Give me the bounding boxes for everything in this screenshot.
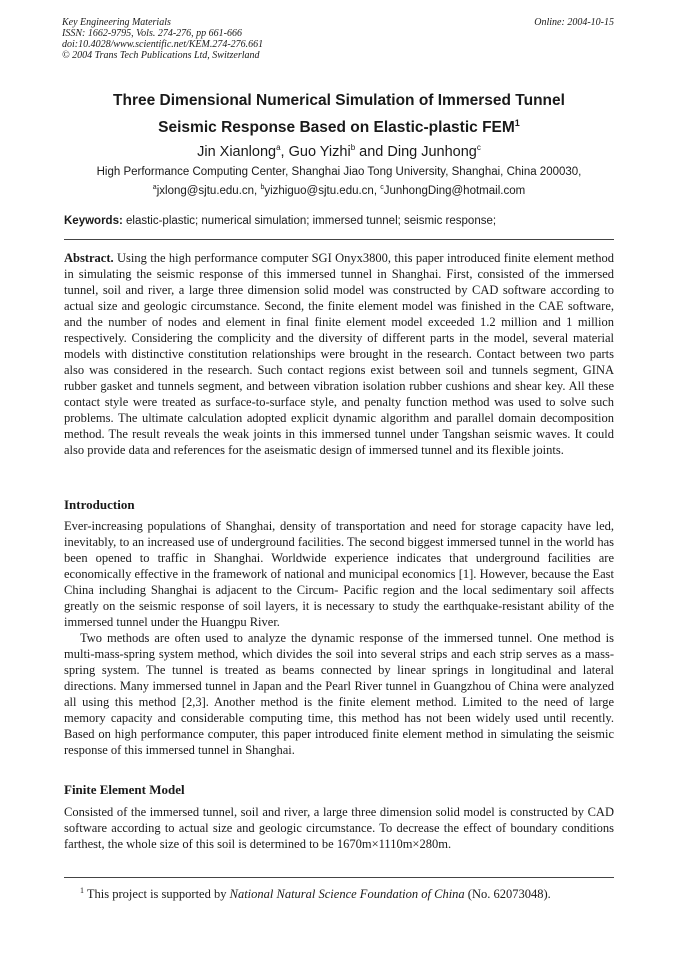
title-line-2: Seismic Response Based on Elastic-plastic FEM$^1$ [158, 118, 520, 137]
abstract-text: Using the high performance computer SGI Onyx3800, this paper introduced finite element method in simulating the seismic response of this immersed tunnel in Shanghai. First, consisted of the immersed tunnel, soil and river, a large three dimension solid model was constructed by CAD software according to actual size and geologic circumstance. Second, the finite element model was finished in the CAE software, and the number of nodes and element in final finite element model exceeded 1.2 million and 1 million respectively. Considering the complicity and the diversity of different parts in the model, several material models with distinctive constitution relationships were brought in the research. Contact between two parts also was considered in the research. Such contact regions exist between soil and tunnels segment, GINA rubber gasket and tunnels segment, and between vibration isolation rubber cushions and shear key. All these contact style were treated as surface-to-surface style, and penalty function method was used to solve such problems. The ultimate calculation adopted explicit dynamic algorithm and parallel domain decomposition method. The result reveals the weak joints in this immersed tunnel under Tangshan seismic waves. It could also provide data and references for the aseismatic design of immersed tunnel and its flexible joints. [64, 251, 614, 457]
fem-paragraph-1: Consisted of the immersed tunnel, soil and river, a large three dimension solid model is constructed by CAD software according to actual size and geologic circumstance. To decrease the effect of boundary conditions farthest, the whole size of this soil is determined to be 1670m×1110m×280m. [64, 805, 614, 851]
author-2-mark: b [350, 143, 356, 152]
online-date: Online: 2004-10-15 [534, 17, 614, 28]
author-3-mark: c [476, 143, 481, 152]
affiliation-institution: High Performance Computing Center, Shanghai Jiao Tong University, Shanghai, China 200030, [96, 166, 582, 178]
author-2: Guo Yizhi [288, 143, 351, 160]
email-1[interactable]: jxlong@sjtu.edu.cn [156, 184, 255, 197]
journal-name: Key Engineering Materials [62, 17, 171, 28]
title-footnote-mark[interactable]: 1 [514, 118, 520, 128]
affiliation [0, 165, 678, 199]
copyright-line: © 2004 Trans Tech Publications Ltd, Switzerland [62, 50, 260, 61]
divider [64, 239, 614, 240]
footnote-mark: 1 [80, 886, 84, 895]
section-heading-fem: Finite Element Model [64, 782, 185, 797]
affiliation-emails: $^a$jxlong@sjtu.edu.cn, $^b$yizhiguo@sjtu.edu.cn, $^c$JunhongDing@hotmail.com [152, 184, 526, 197]
author-list: Jin Xianlong$^a$, Guo Yizhi$^b$ and Ding Junhong$^c$ [197, 143, 481, 160]
keywords-label: Keywords: [64, 215, 123, 227]
abstract-label: Abstract. [64, 251, 114, 265]
section-heading-introduction: Introduction [64, 497, 135, 512]
abstract [64, 250, 614, 458]
email-2[interactable]: yizhiguo@sjtu.edu.cn [264, 184, 374, 197]
issn-line: ISSN: 1662-9795, Vols. 274-276, pp 661-666 [62, 28, 242, 39]
author-1: Jin Xianlong [197, 143, 277, 160]
fem-body [64, 804, 614, 852]
journal-header [62, 17, 263, 61]
footnote-rule [64, 877, 614, 878]
doi-line[interactable]: doi:10.4028/www.scientific.net/KEM.274-276.661 [62, 39, 264, 50]
paper-title [0, 90, 678, 139]
funder-name: National Natural Science Foundation of China [229, 887, 465, 902]
introduction-paragraph-2: Two methods are often used to analyze the dynamic response of the immersed tunnel. One method is multi-mass-spring system method, which divides the soil into several strips and each strip serves as a mass-spring system. The tunnel is treated as beams connected by linear springs in longitudinal and lateral directions. Many immersed tunnel in Japan and the Pearl River tunnel in Guangzhou of China were analyzed all using this method [2,3]. Another method is the finite element method. Limited to the need of large memory capacity and considerable computing time, this method has not been widely used until recently. Based on high performance computer, this paper introduced finite element method in simulating the seismic response of this immersed tunnel in Shanghai. [64, 631, 614, 757]
introduction-body [64, 518, 614, 758]
keywords [64, 214, 624, 229]
introduction-paragraph-1: Ever-increasing populations of Shanghai, density of transportation and need for storage capacity have led, inevitably, to an increased use of underground facilities. The second biggest immersed tunnel in the world has been opened to traffic in Shanghai. Worldwide experience indicates that underground facilities are economically effective in the framework of national and municipal economics [1]. However, because the East China including Shanghai is adjacent to the Circum- Pacific region and the local sedimentary soil affects greatly on the seismic response of soil layers, it is necessary to study the earthquake-resistant ability of the immersed tunnel under the Huangpu River. [64, 519, 614, 629]
author-1-mark: a [276, 143, 281, 152]
footnote: $^1$ This project is supported by National Natural Science Foundation of China (No. 62073048). [80, 886, 551, 902]
title-line-1: Three Dimensional Numerical Simulation of Immersed Tunnel [113, 92, 565, 109]
keywords-text: elastic-plastic; numerical simulation; immersed tunnel; seismic response; [126, 215, 497, 227]
email-3[interactable]: JunhongDing@hotmail.com [383, 184, 526, 197]
author-3: Ding Junhong [387, 143, 477, 160]
